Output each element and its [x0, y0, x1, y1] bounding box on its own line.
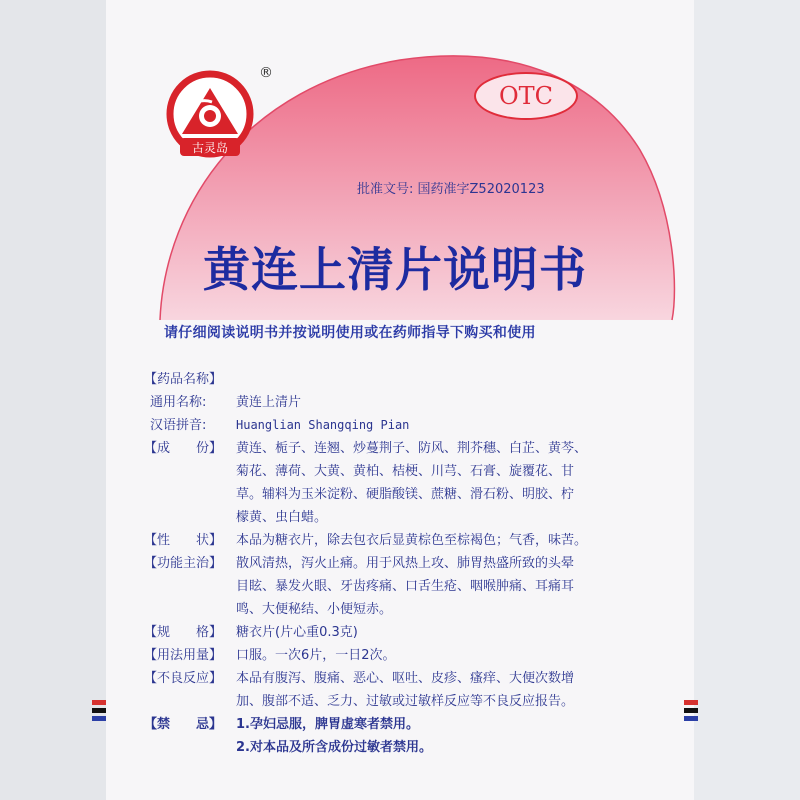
adverse-label: 【不良反应】: [144, 671, 223, 686]
drug-name-label: 【药品名称】: [144, 372, 223, 387]
print-registration-marks-right: [684, 700, 698, 724]
brand-logo: [160, 68, 260, 168]
common-name-value: 黄连上清片: [236, 395, 302, 410]
ingredients-line: 草。辅料为玉米淀粉、硬脂酸镁、蔗糖、滑石粉、明胶、柠: [236, 487, 575, 502]
ingredients-line: 檬黄、虫白蜡。: [236, 510, 328, 525]
registered-mark: ®: [259, 65, 273, 81]
approval-value: 国药准字Z52020123: [417, 182, 545, 197]
logo-text: 古灵岛: [191, 141, 229, 155]
ingredients-label: 【成 份】: [144, 441, 223, 456]
pinyin-value: Huanglian Shangqing Pian: [236, 418, 410, 432]
common-name-label: 通用名称:: [150, 395, 207, 410]
dosage-line: 口服。一次6片，一日2次。: [236, 648, 396, 663]
specification-label: 【规 格】: [144, 625, 223, 640]
adverse-line: 加、腹部不适、乏力、过敏或过敏样反应等不良反应报告。: [236, 694, 575, 709]
properties-line: 本品为糖衣片，除去包衣后显黄棕色至棕褐色；气香，味苦。: [236, 533, 588, 548]
dosage-label: 【用法用量】: [144, 648, 223, 663]
print-registration-marks-left: [92, 700, 106, 724]
adverse-line: 本品有腹泻、腹痛、恶心、呕吐、皮疹、瘙痒、大便次数增: [236, 671, 575, 686]
ingredients-line: 菊花、薄荷、大黄、黄柏、桔梗、川芎、石膏、旋覆花、甘: [236, 464, 575, 479]
ingredients-line: 黄连、栀子、连翘、炒蔓荆子、防风、荆芥穗、白芷、黄芩、: [236, 441, 588, 456]
indications-line: 目眩、暴发火眼、牙齿疼痛、口舌生疮、咽喉肿痛、耳痛耳: [236, 579, 575, 594]
properties-label: 【性 状】: [144, 533, 223, 548]
specification-line: 糖衣片(片心重0.3克): [236, 625, 358, 640]
otc-badge: OTC: [474, 72, 578, 120]
usage-notice: 请仔细阅读说明书并按说明使用或在药师指导下购买和使用: [164, 325, 536, 341]
approval-label: 批准文号:: [357, 182, 414, 197]
approval-number: [357, 178, 545, 197]
contraindications-line: 1.孕妇忌服，脾胃虚寒者禁用。: [236, 717, 419, 732]
indications-line: 鸣、大便秘结、小便短赤。: [236, 602, 393, 617]
contraindications-label: 【禁 忌】: [144, 717, 223, 732]
pinyin-label: 汉语拼音:: [150, 418, 207, 433]
page-title: 黄连上清片说明书: [203, 243, 587, 298]
indications-line: 散风清热，泻火止痛。用于风热上攻、肺胃热盛所致的头晕: [236, 556, 575, 571]
indications-label: 【功能主治】: [144, 556, 223, 571]
contraindications-line: 2.对本品及所含成份过敏者禁用。: [236, 740, 432, 755]
